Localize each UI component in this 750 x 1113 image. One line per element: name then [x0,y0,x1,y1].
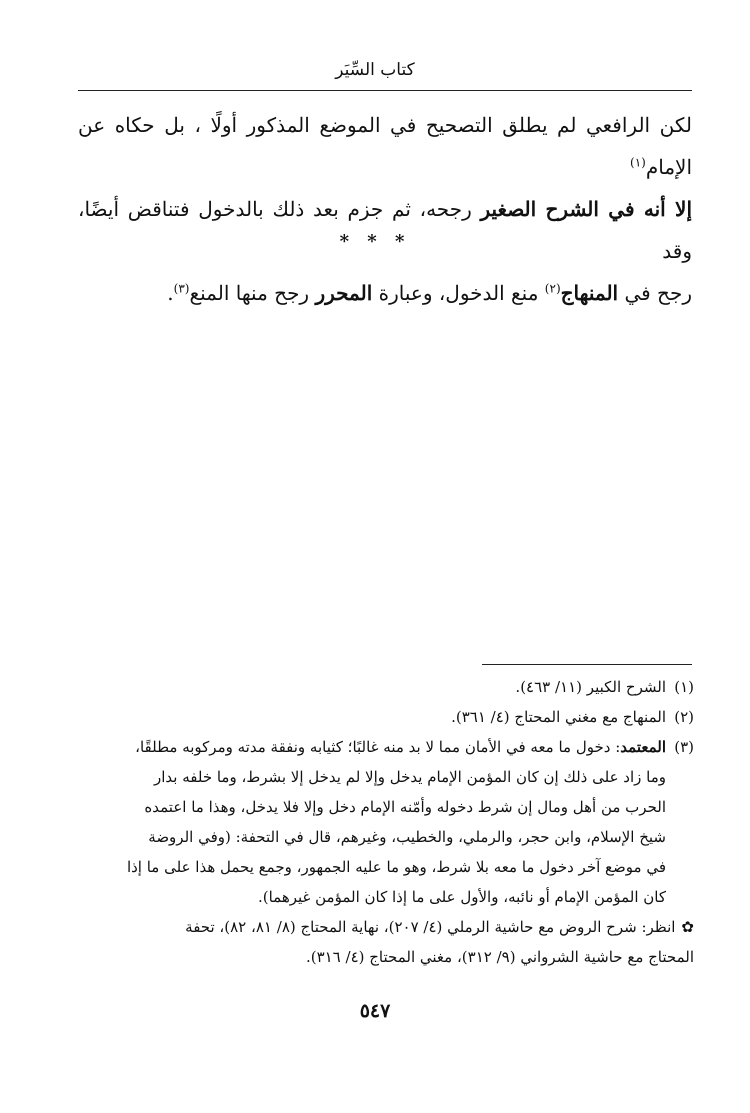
footnote-ref-2[interactable]: (٢) [544,281,561,296]
body-line-1 [78,104,692,188]
page-number: ٥٤٧ [359,1000,391,1022]
footnote-3 [58,732,694,912]
sources-note-line-1: انظر: شرح الروض مع حاشية الرملي (٤/ ٢٠٧)، نهاية المحتاج (٨/ ٨١، ٨٢)، تحفة [185,918,676,936]
footnote-line [58,732,666,762]
footnote-line: وما زاد على ذلك إن كان المؤمن الإمام يدخل وإلا لم يدخل إلا بشرط، وما خلفه بدار [154,768,666,786]
footnote-1 [58,672,694,702]
bold-term-minhaj: المنهاج [560,281,619,305]
body-line-3 [78,272,692,314]
footnote-rule [482,664,692,665]
footnote-line: شيخ الإسلام، وابن حجر، والرملي، والخطيب، وغيرهم، قال في التحفة: (وفي الروضة [148,828,666,846]
footnote-line: الحرب من أهل ومال إن شرط دخوله وأمّنه الإمام دخل وإلا فلا يدخل، وهذا ما اعتمده [144,798,666,816]
footnote-text: الشرح الكبير (١١/ ٤٦٣). [515,678,666,696]
body-line-3-e: رجح منها المنع [189,281,316,305]
footnote-2 [58,702,694,732]
footnote-ref-3[interactable]: (٣) [173,281,190,296]
sources-note-line-2: المحتاج مع حاشية الشرواني (٩/ ٣١٢)، مغني المحتاج (٤/ ٣١٦). [305,948,694,966]
footnote-text: المنهاج مع مغني المحتاج (٤/ ٣٦١). [451,708,666,726]
body-line-2-text: رجحه، ثم جزم بعد ذلك بالدخول فتناقض أيضًا، وقد [78,197,692,263]
flower-bullet-icon: ✿ [681,918,694,936]
footnote-line-text: : دخول ما معه في الأمان مما لا بد منه غالبًا؛ كثيابه ونفقة مدته ومركوبه مطلقًا، [135,738,621,756]
body-line-2 [78,188,692,272]
footnote-line: كان المؤمن الإمام أو نائبه، والأول على ما إذا كان المؤمن غيرهما). [257,888,666,906]
body-line-3-end: . [167,281,174,305]
footnote-text [58,732,666,912]
section-break-asterisks: * * * [339,231,411,252]
footnote-number: (٣) [674,738,694,756]
sources-note [58,912,694,942]
bold-term-sharh-saghir: إلا أنه في الشرح الصغير [480,197,692,221]
header-rule [78,90,692,91]
bold-label-mutamad: المعتمد [620,738,666,756]
footnote-line: في موضع آخر دخول ما معه بلا شرط، وهو ما عليه الجمهور، وجمع يحمل هذا على ما إذا [126,858,666,876]
bold-term-muharrar: المحرر [315,281,373,305]
body-line-1-text: لكن الرافعي لم يطلق التصحيح في الموضع المذكور أولًا ، بل حكاه عن الإمام [78,113,692,179]
main-body-text [78,104,692,314]
body-line-3-c: منع الدخول، وعبارة [372,281,545,305]
footnote-number: (٢) [674,708,694,726]
running-header: كتاب السِّيَر [335,60,415,80]
body-line-3-a: رجح في [618,281,692,305]
footnotes [58,672,694,972]
footnote-number: (١) [674,678,694,696]
footnote-ref-1[interactable]: (١) [630,155,646,170]
